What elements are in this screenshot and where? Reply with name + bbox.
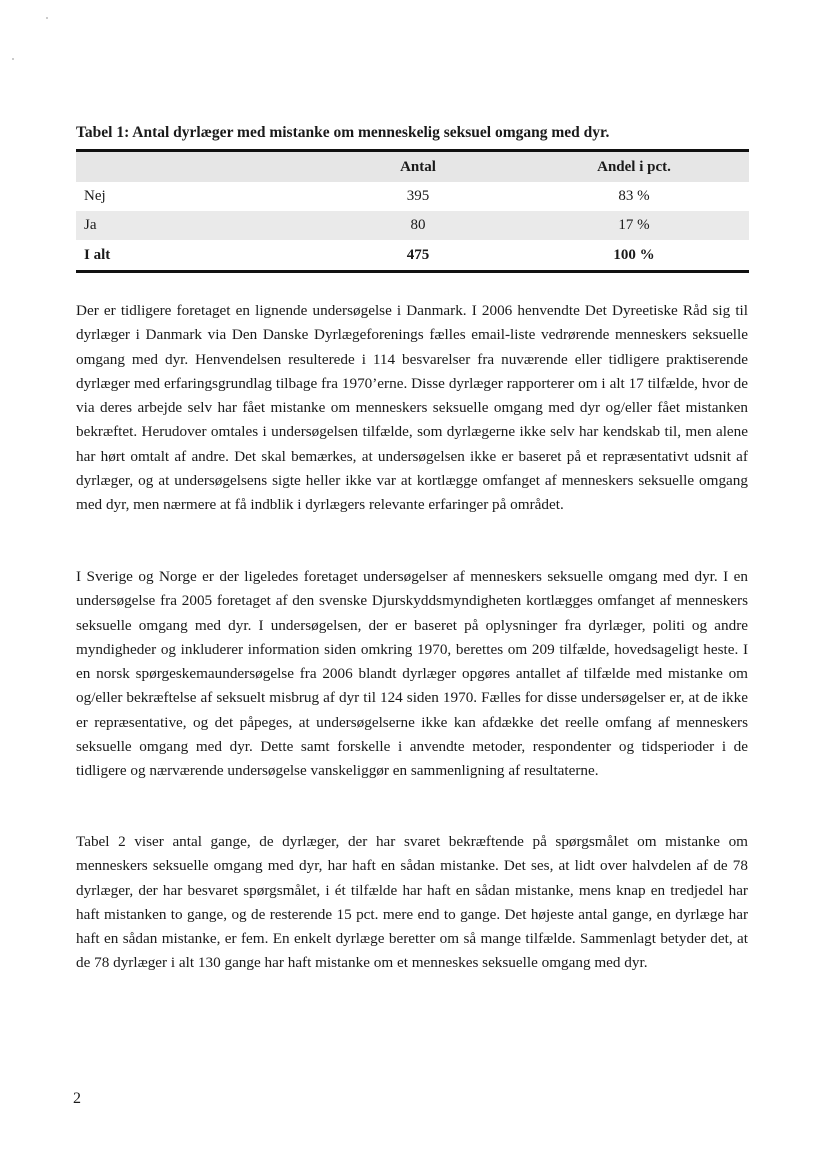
header-label [76,151,317,183]
table-row [76,211,749,240]
row-antal: 395 [406,188,430,204]
row-andel: 17 % [618,217,650,233]
total-andel: 100 % [519,240,749,272]
total-label: I alt [76,240,317,272]
row-label: Ja [84,217,97,233]
body-paragraph: I Sverige og Norge er der ligeledes foretaget undersøgelser af menneskers seksuelle omgang med dyr. I en undersøgelse fra 2005 foretaget af den svenske Djurskyddsmyndigheten kortlægges omfanget af menneskers seksuelle omgang med dyr. I undersøgelsen, der er baseret på oplysninger fra dyrlæger, politi og andre myndigheder og inkluderer information siden omkring 1970, berettes om 209 tilfælde, hovedsageligt heste. I en norsk spørgeskemaundersøgelse fra 2006 blandt dyrlæger opgøres antallet af tilfælde med mistanke om og/eller bekræftelse af seksuelt misbrug af dyr til 124 siden 1970. Fælles for disse undersøgelser er, at de ikke er repræsentative, og det påpeges, at undersøgelserne ikke kan afdække det reelle omfang af menneskers seksuelle omgang med dyr. Dette samt forskelle i anvendte metoder, respondenter og tidsperioder i de tidligere og nærværende undersøgelse vanskeliggør en sammenligning af resultaterne. [76,568,748,780]
body-paragraph: Der er tidligere foretaget en lignende undersøgelse i Danmark. I 2006 henvendte Det Dyreetiske Råd sig til dyrlæger i Danmark via Den Danske Dyrlægeforenings fælles email-liste vedrørende menneskers seksuelle omgang med dyr. Henvendelsen resulterede i 114 besvarelser fra nuværende eller tidligere praktiserende dyrlæger med erfaringsgrundlag tilbage fra 1970’erne. Disse dyrlæger rapporterer om i alt 17 tilfælde, hvor de via deres arbejde selv har fået mistanke om menneskers seksuelle omgang med dyr og/eller fået mistanken bekræftet. Herudover omtales i undersøgelsen tilfælde, som dyrlægerne ikke selv har kendskab til, men alene har hørt omtalt af andre. Det skal bemærkes, at undersøgelsen ikke er baseret på et repræsentativt udsnit af dyrlæger, og at undersøgelsens sigte heller ikke var at kortlægge omfanget af menneskers seksuelle omgang med dyr, men nærmere at få indblik i dyrlægers relevante erfaringer på området. [76,302,748,514]
header-antal: Antal [317,151,519,183]
row-antal: 80 [410,217,426,233]
header-andel: Andel i pct. [519,151,749,183]
scan-speck [12,58,14,60]
total-antal: 475 [317,240,519,272]
table-total-row [76,240,749,272]
body-paragraph: Tabel 2 viser antal gange, de dyrlæger, der har svaret bekræftende på spørgsmålet om mistanke om menneskers seksuelle omgang med dyr, har haft en sådan mistanke. Det ses, at lidt over halvdelen af de 78 dyrlæger, der har besvaret spørgsmålet, i ét tilfælde har haft en sådan mistanke, mens knap en tredjedel har haft mistanken to gange, og de resterende 15 pct. mere end to gange. Det højeste antal gange, en dyrlæge har haft en sådan mistanke, er fem. En enkelt dyrlæge beretter om så mange tilfælde. Sammenlagt betyder det, at de 78 dyrlæger i alt 130 gange har haft mistanke om et menneskes seksuelle omgang med dyr. [76,833,748,972]
scan-speck [46,17,48,19]
row-label: Nej [84,188,106,204]
table-row [76,182,749,211]
table-header-row [76,151,749,183]
page-number: 2 [73,1090,81,1107]
table-caption: Tabel 1: Antal dyrlæger med mistanke om menneskelig seksuel omgang med dyr. [76,124,610,141]
row-andel: 83 % [618,188,650,204]
data-table [76,149,749,273]
